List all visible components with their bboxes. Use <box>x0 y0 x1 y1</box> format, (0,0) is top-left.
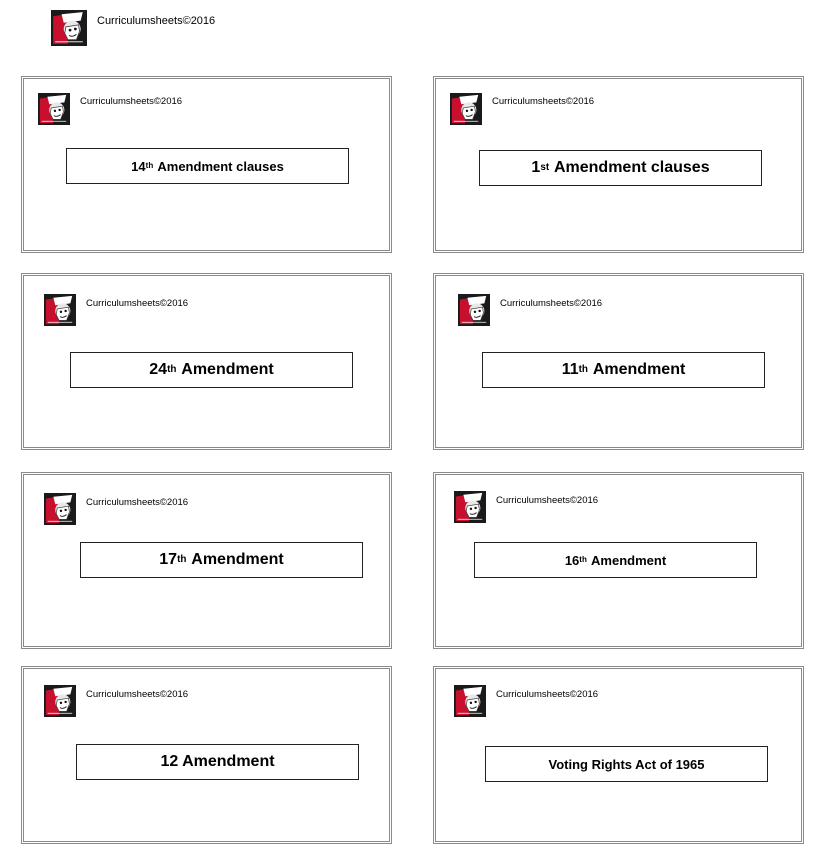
card-16th-amendment <box>433 472 804 649</box>
label-number: 17 <box>159 551 178 568</box>
card-copyright: Curriculumsheets©2016 <box>492 96 595 107</box>
label-number: 24 <box>149 361 168 378</box>
label-text: Amendment clauses <box>550 159 710 176</box>
label-number: 14 <box>131 158 146 174</box>
pirate-logo-icon <box>454 685 486 717</box>
label-text: Amendment <box>177 361 274 378</box>
card-label: 11 th Amendment <box>482 352 765 388</box>
card-24th-amendment <box>21 273 392 450</box>
card-11th-amendment <box>433 273 804 450</box>
label-text: Amendment <box>587 552 667 568</box>
card-label: 14 th Amendment clauses <box>66 148 349 184</box>
card-copyright: Curriculumsheets©2016 <box>86 298 189 309</box>
label-number: 16 <box>564 552 580 568</box>
label-text: Amendment clauses <box>154 158 284 174</box>
pirate-logo-icon <box>450 93 482 125</box>
pirate-logo-icon <box>454 491 486 523</box>
card-label: Voting Rights Act of 1965 <box>485 746 768 782</box>
pirate-logo-icon <box>38 93 70 125</box>
card-label: 24 th Amendment <box>70 352 353 388</box>
label-number: 1 <box>531 159 541 176</box>
pirate-logo-icon <box>51 10 87 46</box>
card-12-amendment <box>21 666 392 844</box>
pirate-logo-icon <box>44 294 76 326</box>
pirate-logo-icon <box>44 685 76 717</box>
card-label: 16 th Amendment <box>474 542 757 578</box>
pirate-logo-icon <box>458 294 490 326</box>
card-label: 17 th Amendment <box>80 542 363 578</box>
label-number: 11 <box>561 361 579 378</box>
label-text: Amendment <box>187 551 284 568</box>
card-14th-amendment-clauses <box>21 76 392 253</box>
card-copyright: Curriculumsheets©2016 <box>500 298 603 309</box>
pirate-logo-icon <box>44 493 76 525</box>
card-label: 1 st Amendment clauses <box>479 150 762 186</box>
card-copyright: Curriculumsheets©2016 <box>86 689 189 700</box>
header-copyright: Curriculumsheets©2016 <box>97 15 216 27</box>
card-label: 12 Amendment <box>76 744 359 780</box>
card-1st-amendment-clauses <box>433 76 804 253</box>
card-copyright: Curriculumsheets©2016 <box>496 495 599 506</box>
card-voting-rights-act <box>433 666 804 844</box>
card-copyright: Curriculumsheets©2016 <box>80 96 183 107</box>
label-text: Amendment <box>588 361 686 378</box>
card-copyright: Curriculumsheets©2016 <box>496 689 599 700</box>
card-copyright: Curriculumsheets©2016 <box>86 497 189 508</box>
card-17th-amendment <box>21 472 392 649</box>
